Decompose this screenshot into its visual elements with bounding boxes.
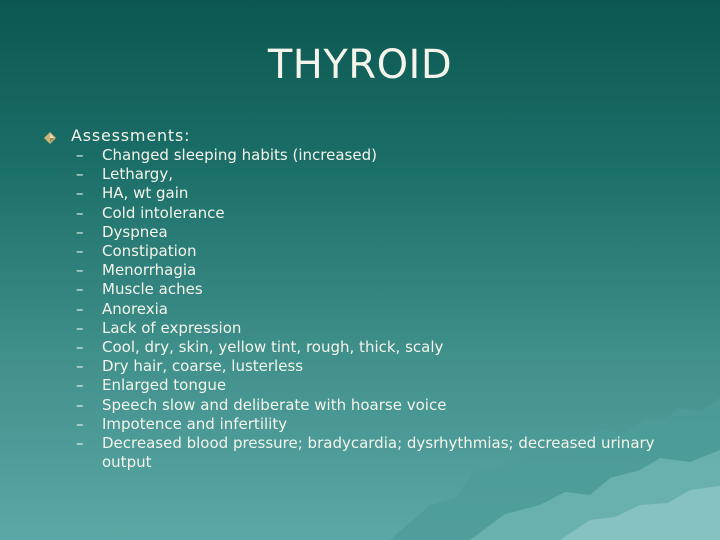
dash-bullet: – [76, 146, 84, 164]
list-item [76, 223, 684, 242]
list-item [76, 357, 684, 376]
dash-bullet: – [76, 357, 84, 376]
assessments-bullet [44, 126, 684, 146]
list-item-text: Enlarged tongue [102, 376, 227, 395]
list-item [76, 415, 684, 434]
list-item-text: Decreased blood pressure; bradycardia; dysrhythmias; decreased urinary output [102, 434, 655, 472]
assessments-heading: Assessments: [71, 126, 191, 145]
list-item [76, 319, 684, 338]
list-item-text: Cold intolerance [102, 203, 225, 222]
list-item-text: Constipation [102, 242, 197, 261]
dash-bullet: – [76, 242, 84, 261]
dash-bullet: – [76, 376, 84, 395]
content-area [44, 126, 684, 472]
dash-bullet: – [76, 280, 84, 299]
list-item [76, 434, 684, 472]
list-item-text: Speech slow and deliberate with hoarse voice [102, 395, 447, 414]
dash-bullet: – [76, 414, 84, 433]
list-item [76, 280, 684, 299]
dash-bullet: – [76, 434, 84, 453]
dash-bullet: – [76, 203, 84, 222]
dash-bullet: – [76, 395, 84, 414]
dash-bullet: – [76, 165, 84, 184]
list-item [76, 338, 684, 357]
slide-title: THYROID [267, 42, 453, 88]
list-item [76, 204, 684, 223]
dash-bullet: – [76, 184, 84, 203]
dash-bullet: – [76, 261, 84, 280]
diamond-bullet-icon [44, 132, 56, 144]
list-item-text: Lack of expression [102, 318, 242, 337]
list-item-text: Dyspnea [102, 222, 168, 241]
list-item [76, 376, 684, 395]
list-item [76, 242, 684, 261]
list-item [76, 165, 684, 184]
list-item-text: HA, wt gain [102, 184, 189, 203]
list-item [76, 396, 684, 415]
dash-bullet: – [76, 299, 84, 318]
list-item-text: Changed sleeping habits (increased) [102, 146, 377, 164]
list-item-text: Anorexia [102, 299, 168, 318]
list-item [76, 146, 684, 165]
dash-bullet: – [76, 318, 84, 337]
list-item-text: Menorrhagia [102, 261, 197, 280]
list-item-text: Impotence and infertility [102, 414, 288, 433]
list-item-text: Dry hair, coarse, lusterless [102, 357, 304, 376]
list-item-text: Cool, dry, skin, yellow tint, rough, thick, scaly [102, 338, 444, 357]
list-item [76, 261, 684, 280]
list-item-text: Lethargy, [102, 165, 173, 184]
list-item [76, 300, 684, 319]
dash-bullet: – [76, 338, 84, 357]
list-item [76, 184, 684, 203]
dash-bullet: – [76, 222, 84, 241]
list-item-text: Muscle aches [102, 280, 203, 299]
assessment-list [44, 146, 684, 472]
